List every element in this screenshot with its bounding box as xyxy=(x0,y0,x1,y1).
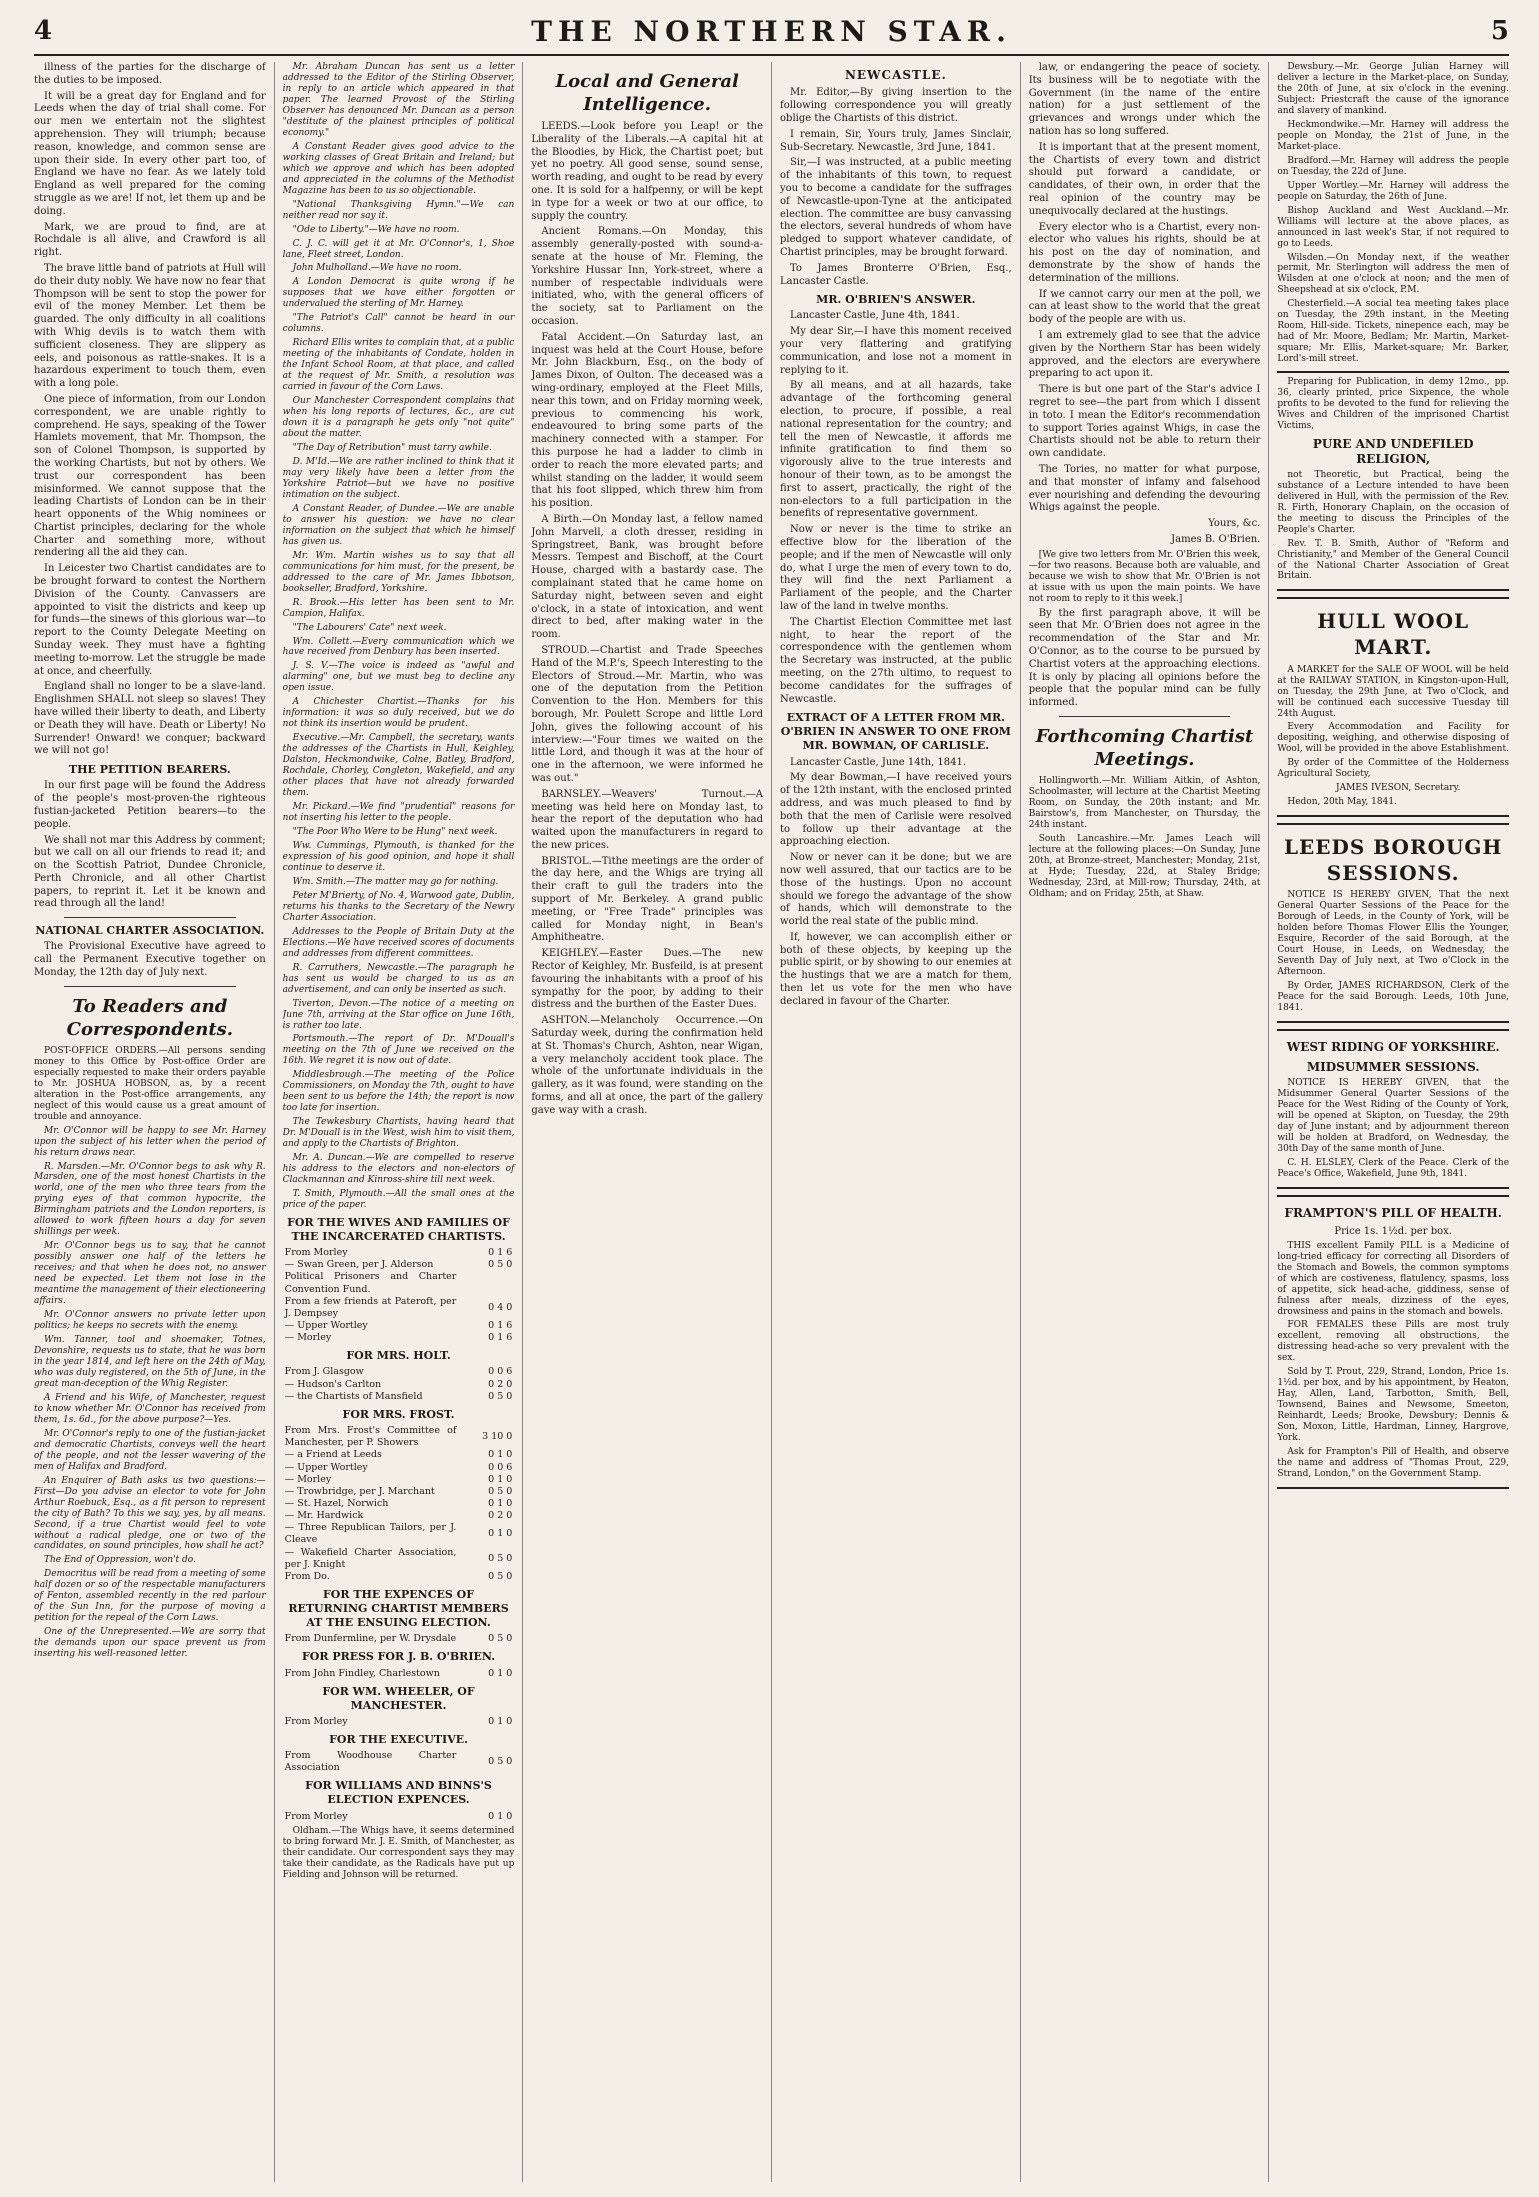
paragraph: Upper Wortley.—Mr. Harney will address the people on Saturday, the 26th of June. xyxy=(1277,180,1510,202)
subscription-amount: 0 1 0 xyxy=(488,1667,513,1679)
subscription-heading: FOR THE EXPENCES OF RETURNING CHARTIST MEMBERS AT THE ENSUING ELECTION. xyxy=(288,1588,509,1630)
page-number-right: 5 xyxy=(1490,16,1509,46)
subscription-source: — Upper Wortley xyxy=(284,1461,368,1473)
subscription-source: — St. Hazel, Norwich xyxy=(284,1497,389,1509)
paragraph: Mr. O'Connor will be happy to see Mr. Harney upon the subject of his letter when the period of his return draws near. xyxy=(34,1125,266,1158)
subscription-heading: FOR PRESS FOR J. B. O'BRIEN. xyxy=(301,1650,496,1664)
paragraph: Heckmondwike.—Mr. Harney will address the people on Monday, the 21st of June, in the Market-place. xyxy=(1277,119,1510,152)
paragraph: Rev. T. B. Smith, Author of "Reform and Christianity," and Member of the General Council of the National Charter Association of Great Britain. xyxy=(1277,538,1510,582)
paragraph: Lancaster Castle, June 4th, 1841. xyxy=(790,310,960,322)
paragraph: "The Patriot's Call" cannot be heard in our columns. xyxy=(282,313,515,335)
paragraph: Every Accommodation and Facility for depositing, weighing, and otherwise disposing of Wool, will be provided in the above Establishment. xyxy=(1277,722,1510,755)
subscription-table-wheeler xyxy=(283,1716,515,1728)
subscription-amount: 3 10 0 xyxy=(482,1431,513,1443)
paragraph: I am extremely glad to see that the advice given by the Northern Star has been widely approved, and the electors are everywhere preparing to act upon it. xyxy=(1028,329,1261,380)
paragraph: By Order, JAMES RICHARDSON, Clerk of the Peace for the said Borough. Leeds, 10th June, 1841. xyxy=(1277,981,1510,1014)
subscription-row xyxy=(283,1391,515,1403)
subscription-heading: FOR MRS. FROST. xyxy=(342,1407,455,1421)
paragraph: not Theoretic, but Practical, being the substance of a Lecture intended to have been delivered in Hull, with the permission of the Rev. R. Firth, Honorary Chaplain, on the occasion of the meeting to discuss the Principles of the People's Charter. xyxy=(1277,469,1510,535)
paragraph: A London Democrat is quite wrong if he supposes that we have either forgotten or undervalued the sterling of Mr. Harney. xyxy=(282,277,515,310)
paragraph: Middlesbrough.—The meeting of the Police Commissioners, on Monday the 7th, ought to have been sent to us before the 14th; the report is now too late for insertion. xyxy=(282,1070,515,1114)
paragraph: It will be a great day for England and for Leeds when the day of trial shall come. For our men we entertain not the slightest apprehension. They will triumph; because reason, knowledge, and common sense are upon their side. In every other part too, of England we have no fear. As we lately told England as well prepared for the coming struggle as we are! If not, let them up and be doing. xyxy=(34,90,266,217)
subscription-amount: 0 5 0 xyxy=(488,1552,513,1564)
paragraph: illness of the parties for the discharge of the duties to be imposed. xyxy=(34,62,266,86)
subscription-source: — Morley xyxy=(284,1473,332,1485)
paragraph: Mr. O'Connor's reply to one of the fustian-jacket and democratic Chartists, conveys well the heart of the people, and not the lesser wavering of the men of Halifax and Bradford. xyxy=(34,1428,266,1472)
section-heading: MR. O'BRIEN'S ANSWER. xyxy=(816,293,976,307)
paragraph: If, however, we can accomplish either or both of these objects, by keeping up the public spirit, or by showing to our enemies at the hustings that we are a match for them, then let us vote for the men who have declared in favour of the Charter. xyxy=(780,931,1012,1007)
subscription-row xyxy=(283,1510,515,1522)
paragraph: R. Carruthers, Newcastle.—The paragraph he has sent us would be charged to us as an advertisement, and can only be inserted as such. xyxy=(282,962,515,995)
paragraph: Sold by T. Prout, 229, Strand, London, Price 1s. 1½d. per box, and by his appointment, by Heaton, Hay, Allen, Land, Tarbotton, Smith, Bell, Townsend, Baines and Newsome, Smeeton, Reinhardt, Leeds; Brooke, Dewsbury; Dennis & Son, Moxon, Little, Hardman, Linney, Hargrove, York. xyxy=(1277,1367,1510,1444)
divider xyxy=(64,917,236,918)
subscription-row xyxy=(283,1259,515,1271)
paragraph: "The Poor Who Were to be Hung" next week. xyxy=(292,827,498,837)
paragraph: A Birth.—On Monday last, a fellow named John Marvell, a cloth dresser, residing in Springstreet, Bank, was brought before Messrs. Tempest and Bischoff, at the Court House, charged with a bastardy case. The complainant stated that he came home on Saturday night, between seven and eight o'clock, in a state of intoxication, and went direct to bed, after making water in the room. xyxy=(531,513,764,641)
paragraph: Preparing for Publication, in demy 12mo., pp. 36, clearly printed, price Sixpence, the whole profits to be devoted to the fund for relieving the Wives and Children of the imprisoned Chartist Victims, xyxy=(1277,377,1510,432)
paragraph: It is important that at the present moment, the Chartists of every town and district should put forward a candidate, or candidates, of their own, in order that the real opinion of the country may be unequivocally declared at the hustings. xyxy=(1028,141,1261,217)
paragraph: R. Brook.—His letter has been sent to Mr. Campion, Halifax. xyxy=(282,597,515,619)
paragraph: "Ode to Liberty."—We have no room. xyxy=(292,224,460,235)
paragraph: A Constant Reader gives good advice to the working classes of Great Britain and Ireland; but which we approve and which has been adopted and appreciated in the columns of the Methodist Magazine has been to us so objectionable. xyxy=(282,141,515,196)
section-title: Forthcoming Chartist Meetings. xyxy=(1035,725,1254,770)
paragraph: Bishop Auckland and West Auckland.—Mr. Williams will lecture at the above places, as announced in last week's Star, if not required to go to Leeds. xyxy=(1277,205,1510,249)
paragraph: A Constant Reader, of Dundee.—We are unable to answer his question: we have no clear information on the subject that which he himself has given us. xyxy=(282,503,515,547)
paragraph: One piece of information, from our London correspondent, we are unable rightly to comprehend. He says, speaking of the Tower Hamlets movement, that Mr. Thompson, the son of Colonel Thompson, is supported by the working Chartists, but not by others. We trust our correspondent has been misinformed. We cannot suppose that the leading Chartists of London can be in their heart opponents of the Whig nominees or Chartist principles, declaring for the whole Charter and something more, without rendering all the aid they can. xyxy=(34,393,266,559)
paragraph: law, or endangering the peace of society. Its business will be to negotiate with the Government (in the name of the entire nation) for a just settlement of the grievances and wrongs under which the nation has so long suffered. xyxy=(1028,62,1261,137)
column-4 xyxy=(780,62,1021,2182)
paragraph: The Tewkesbury Chartists, having heard that Dr. M'Douall is in the West, wish him to visit them, and apply to the Chartists of Brighton. xyxy=(282,1117,515,1150)
section-heading: EXTRACT OF A LETTER FROM MR. O'BRIEN IN ANSWER TO ONE FROM MR. BOWMAN, OF CARLISLE. xyxy=(780,711,1011,753)
subscription-row xyxy=(283,1486,515,1498)
paragraph: Every elector who is a Chartist, every non-elector who values his rights, should be at his post on the day of nomination, and demonstrate by the show of hands the determination of the millions. xyxy=(1028,221,1261,284)
paragraph: The brave little band of patriots at Hull will do their duty nobly. We have now no fear that Thompson will be sent to stop the power for evil of the money Member. Let them be guarded. The only difficulty in all coalitions with Whig devils is to watch them with sufficient closeness. They are slippery as eels, and poisonous as rattle-snakes. It is a hazardous experiment to touch them, even with a long pole. xyxy=(34,262,266,390)
subscription-source: — Hudson's Carlton xyxy=(284,1378,382,1390)
subscription-source: From a few friends at Pateroft, per J. Dempsey xyxy=(284,1295,457,1319)
paragraph: FOR FEMALES these Pills are most truly excellent, removing all obstructions, the distressing head-ache so very prevalent with the sex. xyxy=(1277,1320,1510,1364)
paragraph: My dear Sir,—I have this moment received your very flattering and gratifying communication, and lose not a moment in replying to it. xyxy=(780,326,1012,376)
paragraph: Chesterfield.—A social tea meeting takes place on Tuesday, the 29th instant, in the Meeting Room, Hill-side. Tickets, ninepence each, may be had of Mr. Moore, Bedlam; Mr. Martin, Market-square; Mr. Ellis, Market-square; Mr. Barker, Lord's-mill street. xyxy=(1277,299,1510,365)
subscription-amount: 0 1 0 xyxy=(488,1497,513,1509)
subscription-row xyxy=(283,1571,515,1583)
paragraph: In our first page will be found the Address of the people's most-proven-the righteous fustian-jacketed Petition bearers—to the people. xyxy=(34,780,266,830)
subscription-row xyxy=(283,1366,515,1378)
subscription-amount: 0 5 0 xyxy=(488,1756,513,1768)
paragraph: C. J. C. will get it at Mr. O'Connor's, 1, Shoe lane, Fleet street, London. xyxy=(282,238,515,260)
subscription-amount: 0 0 6 xyxy=(488,1366,513,1378)
paragraph: My dear Bowman,—I have received yours of the 12th instant, with the enclosed printed address, and was much pleased to find by both that the men of Carlisle were resolved to follow up their advantage at the approaching election. xyxy=(780,772,1012,848)
subscription-row xyxy=(283,1750,515,1774)
subscription-heading: FOR WILLIAMS AND BINNS'S ELECTION EXPENCES. xyxy=(305,1779,492,1807)
subscription-amount: 0 5 0 xyxy=(488,1390,513,1402)
paragraph: [We give two letters from Mr. O'Brien this week,—for two reasons. Because both are valuable, and because we wish to show that Mr. O'Brien is not at issue with us upon the main points. We have not room to reply to it this week.] xyxy=(1028,549,1261,604)
paragraph: Hollingworth.—Mr. William Aitkin, of Ashton, Schoolmaster, will lecture at the Chartist Meeting Room, on Sunday, the 20th instant; and Mr. Bairstow's, from Manchester, on Thursday, the 24th instant. xyxy=(1028,775,1261,830)
subscription-row xyxy=(283,1271,515,1295)
section-heading: NEWCASTLE. xyxy=(844,68,947,82)
paragraph: Peter M'Brierty, of No. 4, Warwood gate, Dublin, returns his thanks to the Secretary of the Newry Charter Association. xyxy=(282,890,515,923)
subscription-amount: 0 1 0 xyxy=(488,1449,513,1461)
paragraph: Mr. Pickard.—We find "prudential" reasons for not inserting his letter to the people. xyxy=(282,802,515,824)
subscription-table-obrien xyxy=(283,1668,515,1680)
subscription-source: From Morley xyxy=(284,1715,348,1727)
paragraph: Mr. Editor,—By giving insertion to the following correspondence you will greatly oblige the Chartists of this district. xyxy=(780,87,1012,124)
paragraph: D. M'Id.—We are rather inclined to think that it may very likely have been a letter from the Yorkshire Patriot—but we have no positive intimation on the subject. xyxy=(282,456,515,500)
paragraph: Hedon, 20th May, 1841. xyxy=(1287,797,1397,808)
paragraph: By the first paragraph above, it will be seen that Mr. O'Brien does not agree in the recommendation of the Star and Mr. O'Connor, as to the course to be pursued by Chartist voters at the approaching elections. It is only by placing all opinions before the people that the popular mind can be fully informed. xyxy=(1028,607,1261,709)
paragraph: Oldham.—The Whigs have, it seems determined to bring forward Mr. J. E. Smith, of Manchester, as their candidate. Our correspondent says they may take their candidate, as the Radicals have put up Fielding and Johnson will be returned. xyxy=(282,1825,515,1880)
paragraph: "The Day of Retribution" must tarry awhile. xyxy=(292,443,492,453)
paragraph: Sir,—I was instructed, at a public meeting of the inhabitants of this town, to request you to become a candidate for the suffrages of Newcastle-upon-Tyne at the anticipated election. The committee are busy canvassing the electors, several hundreds of whom have pledged to support whatever candidate, of Chartist principles, may be brought forward. xyxy=(780,157,1012,258)
section-title: Local and General Intelligence. xyxy=(555,71,739,116)
divider xyxy=(1059,716,1231,717)
advert-wool-mart xyxy=(1277,597,1509,817)
paragraph: Ask for Frampton's Pill of Health, and observe the name and address of "Thomas Prout, 229, Strand, London," on the Government Stamp. xyxy=(1277,1447,1510,1480)
advert-title: WEST RIDING OF YORKSHIRE. xyxy=(1286,1040,1500,1055)
subscription-source: Political Prisoners and Charter Convention Fund. xyxy=(284,1271,457,1295)
subscription-row xyxy=(283,1811,515,1823)
subscription-table-williams xyxy=(283,1811,515,1823)
paragraph: A Chichester Chartist.—Thanks for his information: it was so duly received, but we do not think its insertion would be prudent. xyxy=(282,697,515,730)
column-6 xyxy=(1277,62,1509,2182)
subscription-source: From John Findley, Charlestown xyxy=(284,1667,440,1679)
paragraph: South Lancashire.—Mr. James Leach will lecture at the following places:—On Sunday, June 20th, at Bronze-street, Manchester; Monday, 21st, at Hyde; Tuesday, 22d, at Staley Bridge; Wednesday, 23rd, at Mill-row; Thursday, 24th, at Oldham; and on Friday, 25th, at Shaw. xyxy=(1028,833,1261,899)
subscription-source: — Wakefield Charter Association, per J. Knight xyxy=(284,1546,457,1570)
advert-subtitle: MIDSUMMER SESSIONS. xyxy=(1306,1060,1480,1075)
paragraph: Mark, we are proud to find, are at Rochdale is all alive, and Crawford is all right. xyxy=(34,221,266,259)
paragraph: "The Labourers' Cate" next week. xyxy=(292,622,447,633)
subscription-row xyxy=(283,1498,515,1510)
paragraph: In Leicester two Chartist candidates are to be brought forward to contest the Northern Division of the County. Canvassers are appointed to visit the districts and keep up for funds—the sinews of this glorious war—to report to the County Delegate Meeting on Sunday week. They must have a fighting meeting to-morrow. Let the struggle be made at once, and cheerfully. xyxy=(34,563,266,677)
subscription-row xyxy=(283,1379,515,1391)
paragraph: Mr. O'Connor begs us to say, that he cannot possibly answer one half of the letters he receives; and that when he does not, no answer need be expected. Let them not lose in the meantime the management of their electioneering affairs. xyxy=(34,1241,266,1307)
paragraph: STROUD.—Chartist and Trade Speeches Hand of the M.P.'s, Speech Interesting to the Electors of Stroud.—Mr. Martin, who was one of the deputation from the Petition Convention to the Hon. Members for this borough, Mr. Poulett Scrope and little Lord John, gives the following account of his interview:—"Four times we waited on the little Lord, and though it was at the hour of one in the afternoon, we were informed he was out." xyxy=(531,644,764,784)
subscription-source: — a Friend at Leeds xyxy=(284,1449,382,1461)
subscription-source: From Morley xyxy=(284,1247,348,1259)
subscription-source: From J. Glasgow xyxy=(284,1366,364,1378)
paragraph: POST-OFFICE ORDERS.—All persons sending money to this Office by Post-office Order are especially requested to make their orders payable to Mr. JOSHUA HOBSON, as, by a recent alteration in the Post-office arrangements, any neglect of this would cause us a great amount of trouble and annoyance. xyxy=(34,1045,266,1122)
paragraph: Wm. Tanner, tool and shoemaker, Totnes, Devonshire, requests us to state, that he was born in the year 1814, and left here on the 24th of May, who was duly registered, on the 5th of June, in the great man-deception of the Whig Register. xyxy=(34,1335,266,1389)
paragraph: Mr. Wm. Martin wishes us to say that all communications for him must, for the present, be addressed to the care of Mr. James Ibbotson, bookseller, Bradford, Yorkshire. xyxy=(282,550,515,594)
paragraph: Fatal Accident.—On Saturday last, an inquest was held at the Court House, before Mr. John Blackburn, Esq., on the body of James Dixon, of Oulton. The deceased was a wing-ordinary, employed at the Fleet Mills, near this town, and on Friday morning week, previous to commencing his work, endeavoured to bring some parts of the machinery connected with a stamper. For this purpose he had a ladder to climb in order to reach the more elevated parts; and whilst standing on the ladder, it would seem that his foot slipped, which threw him from his position. xyxy=(531,331,764,510)
subscription-table-fund xyxy=(283,1247,515,1344)
subscription-heading: FOR THE WIVES AND FAMILIES OF THE INCARCERATED CHARTISTS. xyxy=(287,1216,510,1244)
paragraph: One of the Unrepresented.—We are sorry that the demands upon our space prevent us from inserting his well-reasoned letter. xyxy=(34,1627,266,1660)
subscription-source: — Three Republican Tailors, per J. Cleave xyxy=(284,1522,457,1546)
subscription-amount: 0 5 0 xyxy=(488,1485,513,1497)
subscription-row xyxy=(283,1296,515,1320)
subscription-amount: 0 2 0 xyxy=(488,1378,513,1390)
paragraph: Ww. Cummings, Plymouth, is thanked for the expression of his good opinion, and hope it shall continue to deserve it. xyxy=(282,840,515,873)
subscription-source: From Mrs. Frost's Committee of Manchester, per P. Showers xyxy=(284,1425,457,1449)
signature: James B. O'Brien. xyxy=(1171,533,1261,545)
subscription-amount: 0 1 0 xyxy=(488,1810,513,1822)
section-heading: NATIONAL CHARTER ASSOCIATION. xyxy=(35,924,265,938)
subscription-heading: FOR MRS. HOLT. xyxy=(346,1349,451,1363)
paragraph: Wm. Smith.—The matter may go for nothing. xyxy=(292,876,499,887)
divider xyxy=(64,986,236,987)
subscription-row xyxy=(283,1522,515,1546)
paragraph: Portsmouth.—The report of Dr. M'Douall's meeting on the 7th of June we received on the 16th. We regret it is now out of date. xyxy=(282,1034,515,1067)
paragraph: John Mulholland.—We have no room. xyxy=(292,263,462,274)
paragraph: Ancient Romans.—On Monday, this assembly generally-posted with sound-a-senate at the house of Mr. Fleming, the Yorkshire Hussar Inn, York-street, where a number of respectable individuals were initiated, who, with the general officers of the society, sat to Parliament on the occasion. xyxy=(531,226,764,328)
advert-title: FRAMPTON'S PILL OF HEALTH. xyxy=(1284,1205,1502,1220)
advert-title: HULL WOOL MART. xyxy=(1317,609,1470,660)
subscription-source: — Morley xyxy=(284,1332,332,1344)
paragraph: Addresses to the People of Britain Duty at the Elections.—We have received scores of documents and addresses from different committees. xyxy=(282,926,515,959)
subscription-amount: 0 1 6 xyxy=(488,1332,513,1344)
paragraph: Now or never can it be done; but we are now well assured, that our tactics are to be those of the hustings. Upon no account should we forego the advantage of the show of hands, which will demonstrate to the world the real state of the public mind. xyxy=(780,852,1012,928)
paragraph: A Friend and his Wife, of Manchester, request to know whether Mr. O'Connor has received from them, 1s. 6d., for the above purpose?—Yes. xyxy=(34,1392,266,1425)
subscription-row xyxy=(283,1247,515,1259)
subscription-amount: 0 2 0 xyxy=(488,1510,513,1522)
subscription-row xyxy=(283,1425,515,1449)
subscription-amount: 0 1 0 xyxy=(488,1528,513,1540)
subscription-table-expenses xyxy=(283,1633,515,1645)
subscription-row xyxy=(283,1474,515,1486)
signoff: Yours, &c. xyxy=(1208,518,1261,530)
columns xyxy=(34,56,1509,2182)
paragraph: Tiverton, Devon.—The notice of a meeting on June 7th, arriving at the Star office on June 16th, is rather too late. xyxy=(282,998,515,1031)
paragraph: To James Bronterre O'Brien, Esq., Lancaster Castle. xyxy=(780,262,1012,287)
subscription-amount: 0 1 6 xyxy=(488,1247,513,1259)
paragraph: BARNSLEY.—Weavers' Turnout.—A meeting was held here on Monday last, to hear the report of the deputation who had waited upon the manufacturers in regard to the new prices. xyxy=(531,788,764,851)
subscription-table-holt xyxy=(283,1366,515,1402)
masthead xyxy=(34,8,1509,56)
paragraph: I remain, Sir, Yours truly, James Sinclair, Sub-Secretary. Newcastle, 3rd June, 1841. xyxy=(780,128,1012,153)
paragraph: Wm. Collett.—Every communication which we have received from Denbury has been inserted. xyxy=(282,636,515,658)
subscription-row xyxy=(283,1449,515,1461)
paragraph: Mr. O'Connor answers no private letter upon politics; he keeps no secrets with the enemy. xyxy=(34,1310,266,1332)
column-5 xyxy=(1029,62,1270,2182)
paragraph: By all means, and at all hazards, take advantage of the forthcoming general election, to procure, if possible, a real national representation for the country; and tell the men of Newcastle, it affords me infinite gratification to find them so vigorously alive to the true interests and honour of their town, as to be amongst the first to assert, practically, the right of the non-electors to a full participation in the benefits of representative government. xyxy=(780,380,1012,520)
subscription-row xyxy=(283,1633,515,1645)
paragraph: England shall no longer to be a slave-land. Englishmen SHALL not sleep so slaves! They have willed their liberty to death, and Liberty or Death they will have. Death or Liberty! No Surrender! Onward! we conquer; backward we will not go! xyxy=(34,681,266,757)
subscription-amount: 0 5 0 xyxy=(488,1633,513,1645)
paragraph: Mr. A. Duncan.—We are compelled to reserve his address to the electors and non-electors of Clackmannan and Kinross-shire till next week. xyxy=(282,1153,515,1186)
paragraph: Richard Ellis writes to complain that, at a public meeting of the inhabitants of Condate, holden in the Infant School Room, at that place, and called at the request of Mr. Smith, a resolution was carried in favour of the Corn Laws. xyxy=(282,338,515,393)
paragraph: LEEDS.—Look before you Leap! or the Liberality of the Liberals.—A capital hit at the Bloodies, by Hick, the Chartist poet; but yet no poetry. All good sense, sound sense, worth reading, and ought to be read by every one. It is sold for a halfpenny, or will be kept in type for a week or two at our office, to supply the country. xyxy=(531,121,764,222)
paragraph: Lancaster Castle, June 14th, 1841. xyxy=(790,756,967,768)
paragraph: The Tories, no matter for what purpose, and that monster of infamy and falsehood ever nourishing and defending the devouring Whigs against the people. xyxy=(1028,463,1261,514)
paragraph: Bradford.—Mr. Harney will address the people on Tuesday, the 22d of June. xyxy=(1277,155,1510,177)
subscription-amount: 0 4 0 xyxy=(488,1301,513,1313)
paragraph: BRISTOL.—Tithe meetings are the order of the day here, and the Whigs are trying all their craft to gull the traders into the support of Mr. Berkeley. A grand public meeting, or "Free Trade" principles was called for Monday night, in Bean's Amphitheatre. xyxy=(531,855,764,944)
subscription-amount: 0 0 6 xyxy=(488,1461,513,1473)
subscription-amount: 0 1 6 xyxy=(488,1320,513,1332)
paragraph: KEIGHLEY.—Easter Dues.—The new Rector of Keighley, Mr. Busfeild, is at present favouring the inhabitants with a proof of his sympathy for the poor, by adding to their distress and the burthen of the Easter Dues. xyxy=(531,948,764,1011)
advert-frampton-pill xyxy=(1277,1195,1509,1490)
paragraph: By order of the Committee of the Holderness Agricultural Society, xyxy=(1277,758,1510,780)
paragraph: The Chartist Election Committee met last night, to hear the report of the correspondence with the gentlemen whom the Secretary was instructed, at the public meeting, on the 27th ultimo, to request to become candidates for the suffrages of Newcastle. xyxy=(780,616,1012,705)
newspaper-title: THE NORTHERN STAR. xyxy=(531,14,1012,48)
advert-publication xyxy=(1277,371,1509,591)
advert-leeds-sessions xyxy=(1277,823,1509,1023)
column-2 xyxy=(283,62,524,2182)
subscription-source: From Woodhouse Charter Association xyxy=(284,1750,457,1774)
signature: JAMES IVESON, Secretary. xyxy=(1336,783,1461,794)
paragraph: There is but one part of the Star's advice I regret to see—the part from which I dissent in toto. I mean the Editor's recommendation to support Tories against Whigs, in case the Chartists should not be able to return their own candidate. xyxy=(1028,384,1261,460)
paragraph: Dewsbury.—Mr. George Julian Harney will deliver a lecture in the Market-place, on Sunday, the 20th of June, at six o'clock in the evening. Subject: Priestcraft the cause of the ignorance and slavery of mankind. xyxy=(1277,62,1510,116)
paragraph: If we cannot carry our men at the poll, we can at least show to the world that the great body of the people are with us. xyxy=(1028,288,1261,326)
subscription-table-executive xyxy=(283,1750,515,1774)
subscription-row xyxy=(283,1320,515,1332)
paragraph: Executive.—Mr. Campbell, the secretary, wants the addresses of the Chartists in Hull, Keighley, Dalston, Heckmondwike, Colne, Batley, Bradford, Rochdale, Chorley, Congleton, Wakefield, and any other places that have not already forwarded them. xyxy=(282,733,515,799)
paragraph: A MARKET for the SALE OF WOOL will be held at the RAILWAY STATION, in Kingston-upon-Hull, on Tuesday, the 29th June, at Two o'Clock, and will be continued each successive Tuesday till 24th August. xyxy=(1277,664,1510,719)
section-title: To Readers and Correspondents. xyxy=(66,995,234,1040)
paragraph: The Provisional Executive have agreed to call the Permanent Executive together on Monday, the 12th day of July next. xyxy=(34,941,266,978)
subscription-table-frost xyxy=(283,1425,515,1583)
paragraph: NOTICE IS HEREBY GIVEN, that the Midsummer General Quarter Sessions of the Peace for the West Riding of the County of York, will be opened at Skipton, on Tuesday, the 29th day of June instant; and by adjournment thereon will be holden at Bradford, on Wednesday, the 30th Day of the same month of June. xyxy=(1277,1077,1510,1154)
subscription-amount: 0 1 0 xyxy=(488,1473,513,1485)
paragraph: An Enquirer of Bath asks us two questions:—First—Do you advise an elector to vote for John Arthur Roebuck, Esq., as a fit person to represent the city of Bath? To this we say, yes, by all means. Second, if a true Chartist would feel to vote without a radical pledge, one or two of the candidates, on sound principles, how shall he act? xyxy=(34,1475,266,1552)
paragraph: ASHTON.—Melancholy Occurrence.—On Saturday week, during the confirmation held at St. Thomas's Church, Ashton, near Wigan, a very melancholy accident took place. The whole of the unfortunate individuals in the gallery, as it was found, were standing on the forms, and all at once, the part of the gallery gave way with a crash. xyxy=(531,1015,764,1116)
subscription-source: From Morley xyxy=(284,1810,348,1822)
advert-west-riding xyxy=(1277,1029,1509,1188)
advert-price: Price 1s. 1½d. per box. xyxy=(1334,1225,1452,1237)
advert-title: PURE AND UNDEFILED RELIGION, xyxy=(1312,437,1474,467)
subscription-source: — the Chartists of Mansfield xyxy=(284,1390,423,1402)
subscription-amount: 0 1 0 xyxy=(488,1715,513,1727)
subscription-amount xyxy=(458,1271,514,1295)
subscription-row xyxy=(283,1716,515,1728)
paragraph: J. S. V.—The voice is indeed as "awful and alarming" one, but we must beg to decline any open issue. xyxy=(282,661,515,694)
advert-title: LEEDS BOROUGH SESSIONS. xyxy=(1283,835,1503,885)
column-3 xyxy=(531,62,772,2182)
paragraph: Our Manchester Correspondent complains that when his long reports of lectures, &c., are cut down it is a paragraph he gets only "not quite" about the matter. xyxy=(282,396,515,440)
paragraph: Democritus will be read from a meeting of some half dozen or so of the respectable manufacturers of Fenton, assembled recently in the red parlour of the Sun Inn, for the purpose of moving a petition for the repeal of the Corn Laws. xyxy=(34,1569,266,1624)
paragraph: NOTICE IS HEREBY GIVEN, That the next General Quarter Sessions of the Peace for the Borough of Leeds, in the County of York, will be holden before Thomas Flower Ellis the Younger, Esquire, Recorder of the said Borough, at the Court House, in Leeds, on Wednesday, the Seventh Day of July next, at Two o'Clock in the Afternoon. xyxy=(1277,890,1510,978)
subscription-source: From Do. xyxy=(284,1570,330,1582)
subscription-source: — Upper Wortley xyxy=(284,1320,368,1332)
paragraph: THIS excellent Family PILL is a Medicine of long-tried efficacy for correcting all Disorders of the Stomach and Bowels, the common symptoms of which are costiveness, flatulency, spasms, loss of appetite, sick head-ache, giddiness, sense of fulness after meals, dizziness of the eyes, drowsiness and pains in the stomach and bowels. xyxy=(1277,1240,1510,1317)
subscription-source: From Dunfermline, per W. Drysdale xyxy=(284,1633,457,1645)
paragraph: Wilsden.—On Monday next, if the weather permit, Mr. Sterlington will address the men of Wilsden at one o'clock at noon; and the men of Sheepshead at six o'clock, P.M. xyxy=(1277,252,1510,296)
subscription-source: — Trowbridge, per J. Marchant xyxy=(284,1485,435,1497)
paragraph: The End of Oppression, won't do. xyxy=(44,1555,196,1566)
paragraph: Now or never is the time to strike an effective blow for the liberation of the people; and if the men of Newcastle will only do, what I urge the men of every town to do, they will find the next Parliament a Parliament of the people, and the Charter law of the land in twelve months. xyxy=(780,524,1012,612)
subscription-amount: 0 5 0 xyxy=(488,1570,513,1582)
paragraph: R. Marsden.—Mr. O'Connor begs to ask why R. Marsden, one of the most honest Chartists in the world, one of the men who three tears from the prying eyes of that common hypocrite, the Birmingham patriots and the London reporters, is allowed to work fifteen hours a day for seven shillings per week. xyxy=(34,1161,266,1238)
subscription-row xyxy=(283,1668,515,1680)
section-heading: THE PETITION BEARERS. xyxy=(68,763,231,777)
paragraph: Mr. Abraham Duncan has sent us a letter addressed to the Editor of the Stirling Observer, in reply to an article which appeared in that paper. The learned Provost of the Stirling Observer has denounced Mr. Duncan as a person "destitute of the plainest principles of political economy." xyxy=(282,62,515,138)
subscription-amount: 0 5 0 xyxy=(488,1259,513,1271)
paragraph: C. H. ELSLEY, Clerk of the Peace. Clerk of the Peace's Office, Wakefield, June 9th, 1841. xyxy=(1277,1157,1510,1179)
subscription-heading: FOR THE EXECUTIVE. xyxy=(329,1733,468,1746)
paragraph: We shall not mar this Address by comment; but we call on all our friends to read it; and on the Scottish Patriot, Dundee Chronicle, Perth Chronicle, and all other Chartist papers, to reprint it. Let it be known and read through all the land! xyxy=(34,834,266,910)
page-number-left: 4 xyxy=(34,16,53,46)
column-1 xyxy=(34,62,275,2182)
subscription-row xyxy=(283,1547,515,1571)
paragraph: "National Thanksgiving Hymn."—We can neither read nor say it. xyxy=(282,199,515,221)
paragraph: T. Smith, Plymouth.—All the small ones at the price of the paper. xyxy=(282,1189,515,1211)
subscription-source: — Mr. Hardwick xyxy=(284,1510,364,1522)
subscription-row xyxy=(283,1462,515,1474)
subscription-heading: FOR WM. WHEELER, OF MANCHESTER. xyxy=(322,1684,475,1712)
subscription-source: — Swan Green, per J. Alderson xyxy=(284,1259,434,1271)
subscription-row xyxy=(283,1332,515,1344)
